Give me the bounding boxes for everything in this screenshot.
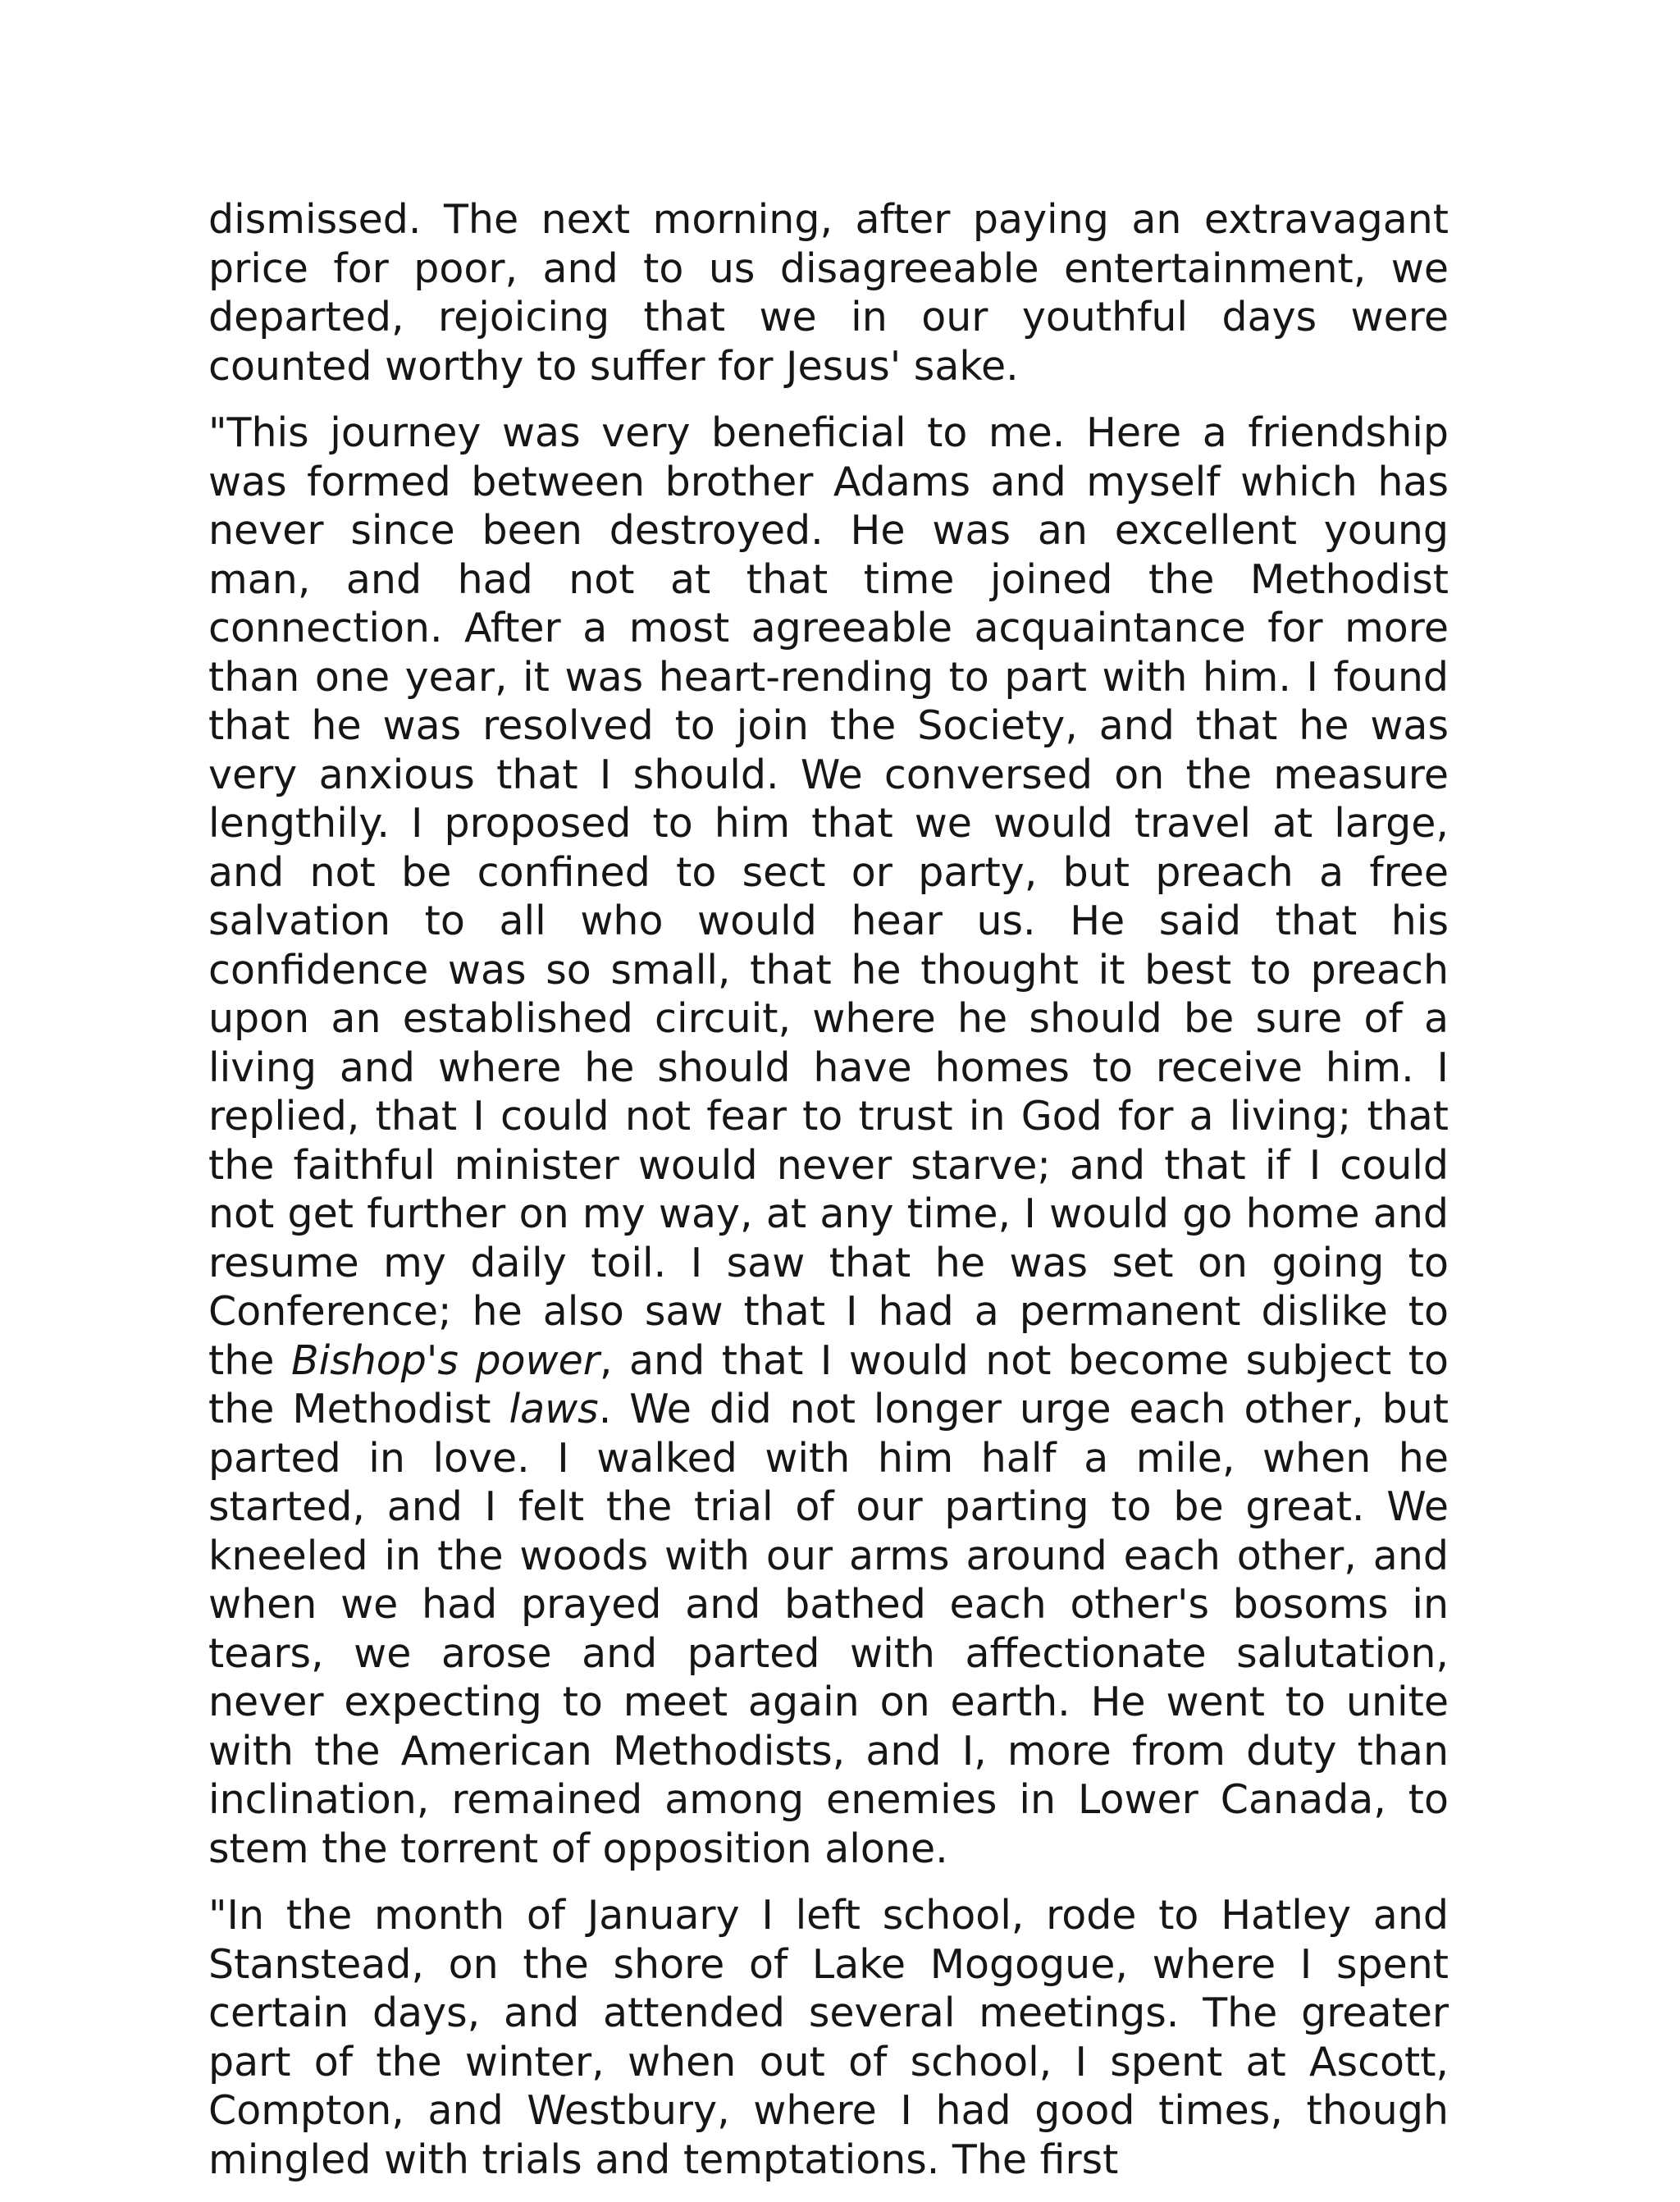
italic-bishops-power: Bishop's power [290,1336,600,1384]
paragraph-2-text-a: "This journey was very beneficial to me. Here a friendship was formed between brother Adams and myself which has never since been destroyed. He was an excellent young man, and had not at that time joined the Methodist connection. After a most agreeable acquaintance for more than one year, it was heart-rending to part with him. I found that he was resolved to join the Society, and that he was very anxious that I should. We conversed on the measure lengthily. I proposed to him that we would travel at large, and not be confined to sect or party, but preach a free salvation to all who would hear us. He said that his confidence was so small, that he thought it best to preach upon an established circuit, where he should be sure of a living and where he should have homes to receive him. I replied, that I could not fear to trust in God for a living; that the faithful minister would never starve; and that if I could not get further on my way, at any time, I would go home and resume my daily toil. I saw that he was set on going to Conference; he also saw that I had a permanent dislike to the [208,409,1449,1384]
paragraph-3-text: "In the month of January I left school, rode to Hatley and Stanstead, on the shore of Lake Mogogue, where I spent certain days, and attended several meetings. The greater part of the winter, when out of school, I spent at Ascott, Compton, and Westbury, where I had good times, though mingled with trials and temptations. The first [208,1892,1449,2183]
paragraph-2 [208,409,1449,1873]
italic-laws: laws [509,1386,599,1432]
paragraph-2-text-c: . We did not longer urge each other, but parted in love. I walked with him half a mile, when he started, and I felt the trial of our parting to be great. We kneeled in the woods with our arms around each other, and when we had prayed and bathed each other's bosoms in tears, we arose and parted with affectionate salutation, never expecting to meet again on earth. He went to unite with the American Methodists, and I, more from duty than inclination, remained among enemies in Lower Canada, to stem the torrent of opposition alone. [208,1386,1449,1872]
paragraph-2-text-b: , and that I would not become subject to the Methodist [208,1336,1449,1432]
paragraph-3 [208,1891,1449,2184]
paragraph-1-text: dismissed. The next morning, after paying an extravagant price for poor, and to us disagreeable entertainment, we departed, rejoicing that we in our youthful days were counted worthy to suffer for Jesus' sake. [208,196,1449,390]
document-page [208,195,1449,2202]
paragraph-1 [208,195,1449,391]
